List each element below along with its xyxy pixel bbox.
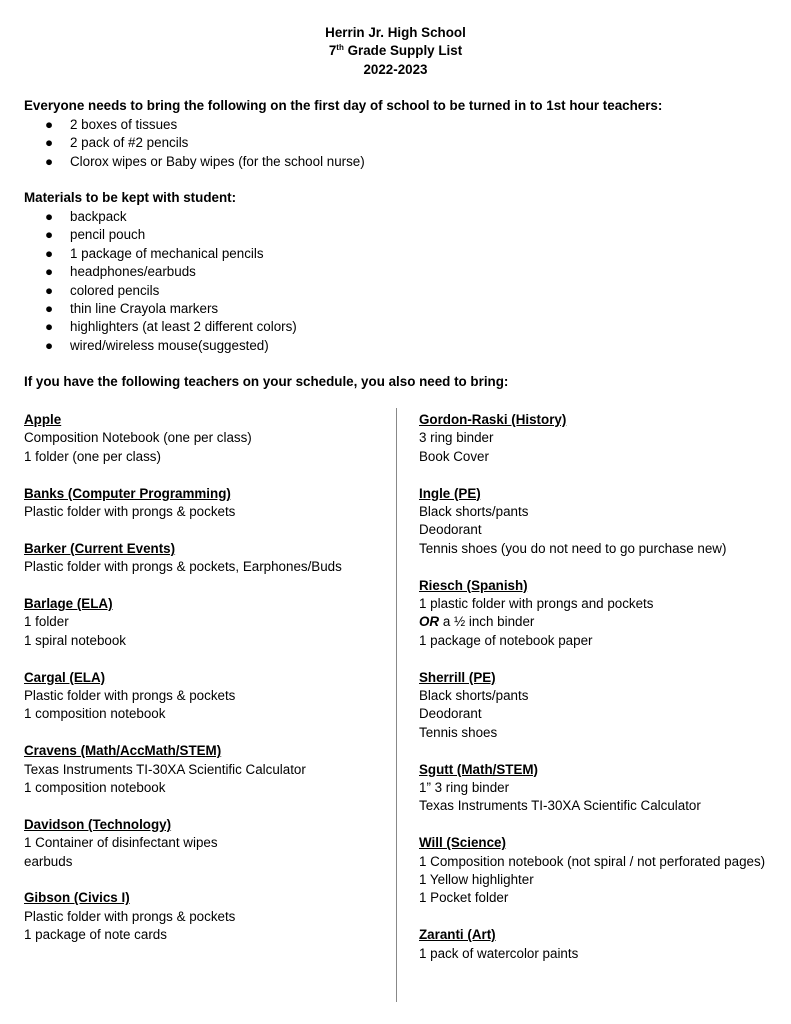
- list-item-text: wired/wireless mouse(suggested): [70, 337, 269, 353]
- right-teacher-column: [419, 411, 789, 981]
- supply-item: 1 composition notebook: [24, 706, 166, 722]
- list-item-text: 1 package of mechanical pencils: [70, 245, 264, 261]
- list-item: [24, 226, 297, 244]
- list-item-text: headphones/earbuds: [70, 264, 196, 280]
- bullet-icon: ●: [45, 337, 54, 353]
- teacher-name: Apple: [24, 412, 62, 427]
- teacher-name: Davidson (Technology): [24, 816, 172, 832]
- teacher-name: Sherrill (PE): [419, 669, 496, 685]
- list-item: [24, 208, 297, 226]
- supply-item: Book Cover: [419, 448, 489, 464]
- list-item: [24, 245, 297, 263]
- supply-item: Plastic folder with prongs & pockets: [24, 908, 236, 924]
- list-item-text: backpack: [70, 209, 127, 224]
- materials-list: [24, 208, 297, 355]
- supply-item: 1 composition notebook: [24, 780, 166, 796]
- teacher-name: Banks (Computer Programming): [24, 485, 231, 501]
- teacher-name: Ingle (PE): [419, 485, 481, 501]
- supply-item-or: [419, 613, 789, 631]
- teacher-name: Sgutt (Math/STEM): [419, 761, 539, 777]
- bullet-icon: ●: [45, 300, 54, 316]
- or-word: OR: [419, 614, 440, 630]
- teacher-name: Cravens (Math/AccMath/STEM): [24, 743, 222, 759]
- supply-item: Tennis shoes (you do not need to go purchase new): [419, 540, 727, 556]
- supply-item: 1 Composition notebook (not spiral / not perforated pages): [419, 853, 766, 869]
- supply-item: 1 package of notebook paper: [419, 632, 593, 648]
- supply-item: 1 Container of disinfectant wipes: [24, 835, 218, 851]
- first-day-heading: Everyone needs to bring the following on the first day of school to be turned in to 1st hour teachers:: [24, 98, 663, 113]
- supply-item: 3 ring binder: [419, 430, 494, 446]
- list-item: [24, 282, 297, 300]
- teacher-block-cargal: [24, 669, 394, 724]
- list-item: [24, 337, 297, 355]
- supply-item: Black shorts/pants: [419, 688, 529, 704]
- supply-item: Texas Instruments TI-30XA Scientific Calculator: [419, 798, 701, 814]
- materials-heading: Materials to be kept with student:: [24, 190, 237, 205]
- or-rest: a ½ inch binder: [439, 614, 535, 630]
- grade-title: [0, 42, 791, 60]
- teacher-block-gibson: [24, 889, 394, 944]
- supply-item: 1 spiral notebook: [24, 632, 126, 648]
- list-item-text: highlighters (at least 2 different colors): [70, 319, 297, 335]
- school-year: 2022-2023: [363, 61, 428, 77]
- teachers-heading: If you have the following teachers on your schedule, you also need to bring:: [24, 374, 509, 389]
- teacher-block-barker: [24, 540, 394, 577]
- list-item-text: thin line Crayola markers: [70, 300, 219, 316]
- list-item-text: Clorox wipes or Baby wipes (for the school nurse): [70, 153, 365, 169]
- teacher-name: Barlage (ELA): [24, 596, 113, 612]
- list-item-text: colored pencils: [70, 282, 160, 298]
- supply-item: 1 Yellow highlighter: [419, 872, 534, 888]
- teacher-name: Barker (Current Events): [24, 540, 176, 556]
- left-teacher-column: [24, 411, 394, 963]
- list-item: [24, 153, 365, 171]
- teacher-block-banks: [24, 485, 394, 522]
- grade-suffix: th: [336, 43, 344, 53]
- document-header: [0, 24, 791, 79]
- supply-item: Black shorts/pants: [419, 504, 529, 520]
- teacher-block-gordon-raski: [419, 411, 789, 466]
- bullet-icon: ●: [45, 135, 54, 151]
- teacher-block-riesch: [419, 577, 789, 651]
- bullet-icon: ●: [45, 245, 54, 261]
- list-item: [24, 318, 297, 336]
- supply-item: 1 package of note cards: [24, 927, 167, 943]
- list-item-text: 2 pack of #2 pencils: [70, 135, 189, 151]
- supply-item: Composition Notebook (one per class): [24, 430, 252, 446]
- teacher-name: Riesch (Spanish): [419, 577, 528, 593]
- teacher-block-sherrill: [419, 669, 789, 743]
- grade-number: 7: [328, 43, 337, 59]
- bullet-icon: ●: [45, 227, 54, 243]
- list-item-text: 2 boxes of tissues: [70, 117, 178, 132]
- supply-item: Plastic folder with prongs & pockets: [24, 688, 236, 704]
- teacher-name: Will (Science): [419, 835, 506, 851]
- teacher-block-davidson: [24, 816, 394, 871]
- list-item: [24, 116, 365, 134]
- column-divider: [396, 408, 397, 1002]
- bullet-icon: ●: [45, 117, 54, 132]
- supply-item: 1 pack of watercolor paints: [419, 945, 579, 961]
- teacher-block-ingle: [419, 485, 789, 559]
- supply-item: 1” 3 ring binder: [419, 780, 510, 796]
- teacher-name: Gibson (Civics I): [24, 890, 130, 906]
- teacher-name: Zaranti (Art): [419, 927, 496, 943]
- bullet-icon: ●: [45, 282, 54, 298]
- grade-title-text: Grade Supply List: [343, 43, 463, 59]
- list-item: [24, 300, 297, 318]
- teacher-block-sgutt: [419, 761, 789, 816]
- list-item-text: pencil pouch: [70, 227, 146, 243]
- bullet-icon: ●: [45, 319, 54, 335]
- list-item: [24, 263, 297, 281]
- supply-item: earbuds: [24, 853, 73, 869]
- teacher-name: Gordon-Raski (History): [419, 412, 567, 427]
- supply-item: Plastic folder with prongs & pockets, Earphones/Buds: [24, 559, 342, 575]
- supply-item: 1 Pocket folder: [419, 890, 509, 906]
- bullet-icon: ●: [45, 264, 54, 280]
- teacher-block-will: [419, 834, 789, 908]
- bullet-icon: ●: [45, 153, 54, 169]
- school-name: Herrin Jr. High School: [325, 25, 466, 40]
- supply-item: 1 folder: [24, 614, 69, 630]
- teacher-block-barlage: [24, 595, 394, 650]
- teacher-block-zaranti: [419, 926, 789, 963]
- bullet-icon: ●: [45, 209, 54, 224]
- supply-item: Texas Instruments TI-30XA Scientific Calculator: [24, 761, 306, 777]
- supply-item: Deodorant: [419, 706, 482, 722]
- supply-item: 1 plastic folder with prongs and pockets: [419, 596, 654, 612]
- supply-item: Deodorant: [419, 522, 482, 538]
- teacher-block-apple: [24, 411, 394, 466]
- list-item: [24, 134, 365, 152]
- first-day-list: [24, 116, 365, 171]
- supply-item: Tennis shoes: [419, 724, 498, 740]
- teacher-block-cravens: [24, 742, 394, 797]
- supply-item: 1 folder (one per class): [24, 448, 161, 464]
- supply-item: Plastic folder with prongs & pockets: [24, 504, 236, 520]
- teacher-name: Cargal (ELA): [24, 669, 106, 685]
